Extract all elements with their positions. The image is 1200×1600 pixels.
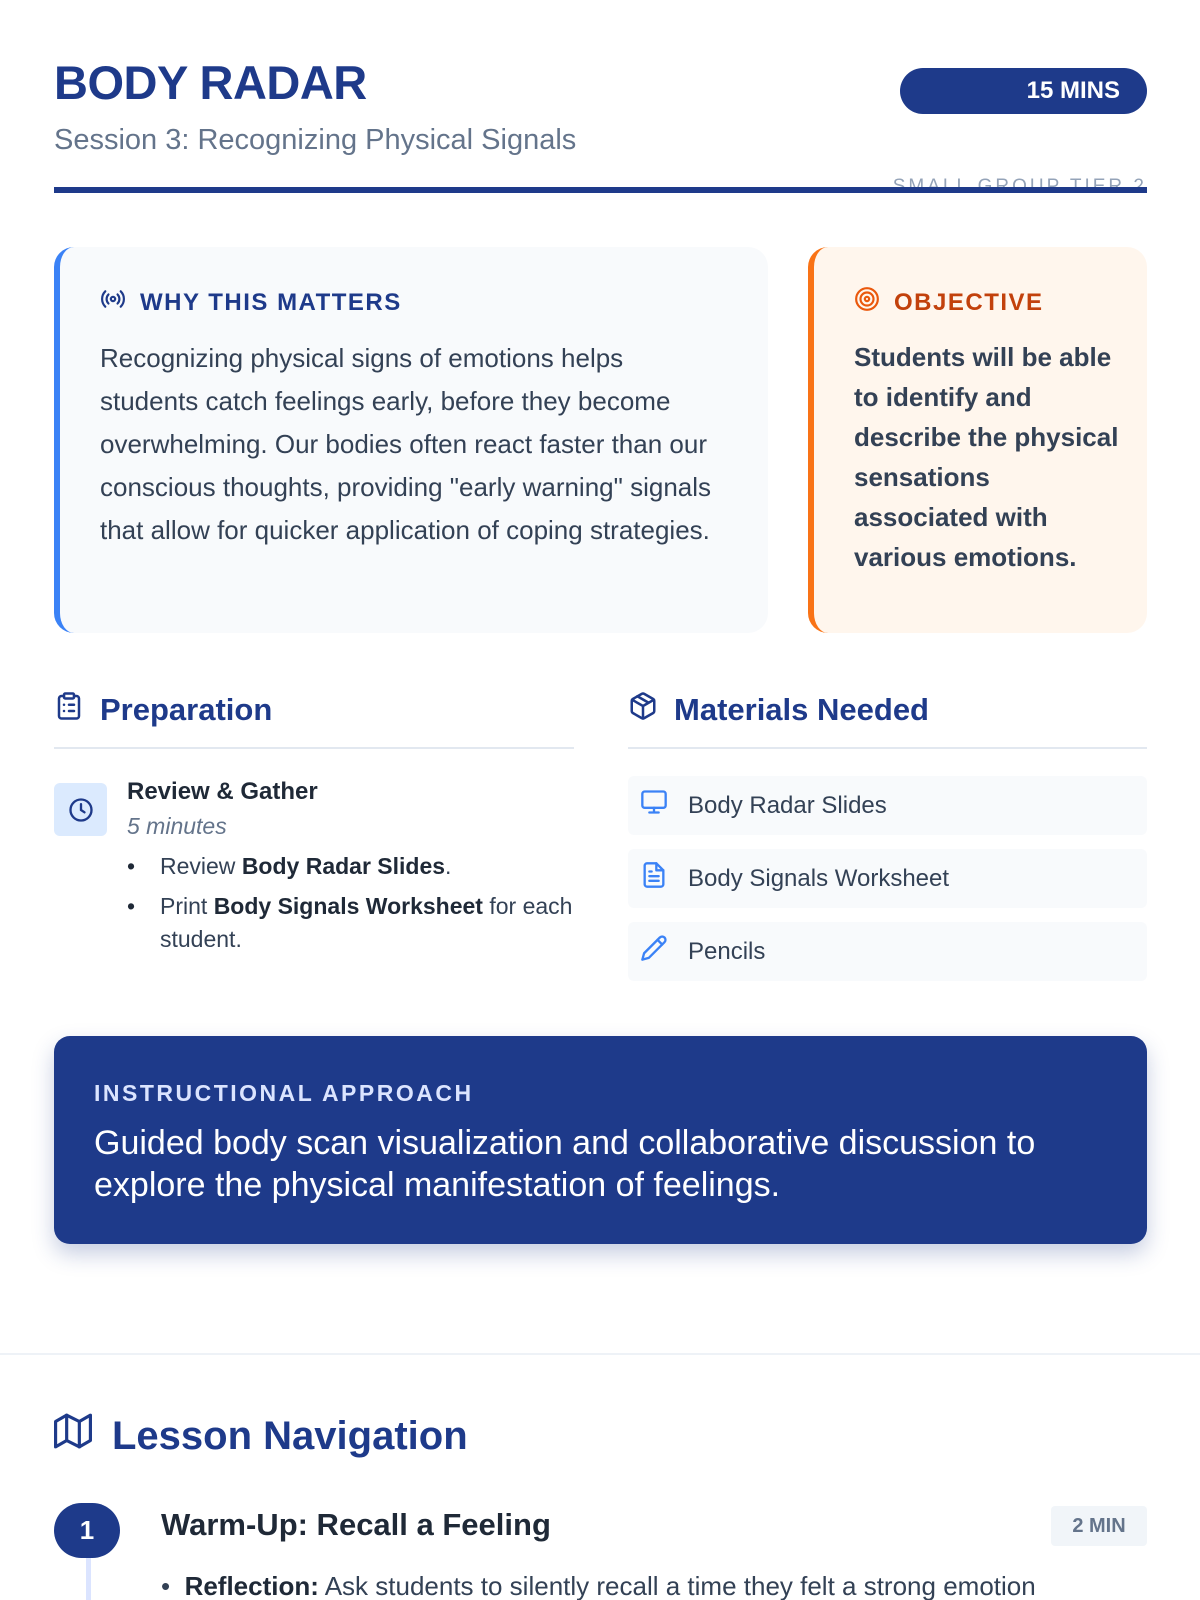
prep-bullet: • Review Body Radar Slides. (127, 850, 577, 883)
why-this-matters-card (54, 247, 768, 633)
approach-text: Guided body scan visualization and collaborative discussion to explore the physical manifestation of feelings. (94, 1124, 1036, 1204)
objective-card (808, 247, 1147, 633)
step-bullet: • Reflection: Ask students to silently recall a time they felt a strong emotion (161, 1571, 1036, 1600)
instructional-approach-panel (54, 1036, 1147, 1244)
prep-bullet: • Print Body Signals Worksheet for each student. (127, 890, 577, 956)
why-heading-label: WHY THIS MATTERS (140, 288, 402, 316)
pencil-icon (640, 934, 668, 969)
material-label: Body Signals Worksheet (688, 864, 950, 892)
material-label: Pencils (688, 937, 766, 965)
material-item (628, 922, 1147, 981)
prep-item-duration: 5 minutes (127, 813, 227, 839)
duration-badge: 15 MINS (900, 68, 1147, 114)
materials-divider (628, 747, 1147, 749)
header-divider (54, 187, 1147, 193)
clipboard-icon (54, 691, 84, 729)
why-heading (100, 286, 402, 319)
preparation-heading-label: Preparation (100, 692, 273, 727)
materials-heading-label: Materials Needed (674, 692, 929, 727)
materials-heading (628, 691, 929, 729)
preparation-heading (54, 691, 272, 729)
step-title[interactable]: Warm-Up: Recall a Feeling (161, 1507, 551, 1542)
lesson-header (54, 55, 1147, 195)
approach-label: INSTRUCTIONAL APPROACH (94, 1080, 474, 1106)
material-item (628, 776, 1147, 835)
prep-item-title: Review & Gather (127, 778, 318, 805)
step-duration-badge: 2 MIN (1051, 1506, 1147, 1546)
material-item (628, 849, 1147, 908)
objective-heading (854, 286, 1044, 319)
session-subtitle: Session 3: Recognizing Physical Signals (54, 124, 577, 156)
clock-icon (54, 783, 107, 836)
prep-list (127, 850, 577, 963)
radar-icon (100, 286, 126, 319)
document-icon (640, 861, 668, 896)
lesson-navigation-heading (54, 1412, 468, 1460)
section-divider (0, 1353, 1200, 1355)
lesson-navigation-label: Lesson Navigation (112, 1413, 468, 1458)
step-number[interactable]: 1 (54, 1503, 120, 1558)
why-text: Recognizing physical signs of emotions helps students catch feelings early, before they become overwhelming. Our bodies often react faster than our conscious thoughts, providing "early warning" signals that allow for quicker application of coping strategies. (100, 343, 712, 545)
objective-text: Students will be able to identify and describe the physical sensations associated with various emotions. (854, 342, 1119, 572)
package-icon (628, 691, 658, 729)
monitor-icon (640, 788, 668, 823)
material-label: Body Radar Slides (688, 791, 887, 819)
preparation-divider (54, 747, 574, 749)
objective-heading-label: OBJECTIVE (894, 288, 1044, 316)
map-icon (54, 1412, 92, 1460)
target-icon (854, 286, 880, 319)
lesson-title: BODY RADAR (54, 56, 367, 109)
